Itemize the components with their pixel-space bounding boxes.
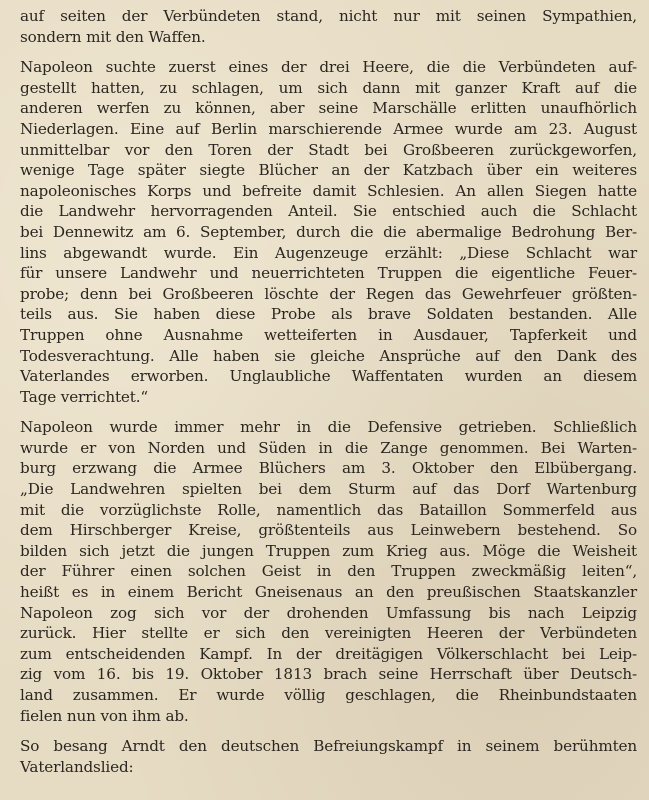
paragraph-1 [20,6,637,47]
text-line: Niederlagen. Eine auf Berlin marschierende Armee wurde am 23. August [20,119,637,138]
paragraph-3 [20,417,637,726]
paragraph-2 [20,57,637,407]
text-line: wenige Tage später siegte Blücher an der Katzbach über ein weiteres [20,161,637,180]
text-line: der Führer einen solchen Geist in den Truppen zweckmäßig leiten“, [20,562,637,581]
text-line: die Landwehr hervorragenden Anteil. Sie entschied auch die Schlacht [20,202,637,221]
text-line: zig vom 16. bis 19. Oktober 1813 brach seine Herrschaft über Deutsch- [20,665,637,684]
text-line: wurde er von Norden und Süden in die Zange genommen. Bei Warten- [20,438,637,457]
text-line: teils aus. Sie haben diese Probe als brave Soldaten bestanden. Alle [20,305,637,324]
text-line: unmittelbar vor den Toren der Stadt bei Großbeeren zurückgeworfen, [20,140,637,159]
text-line: gestellt hatten, zu schlagen, um sich dann mit ganzer Kraft auf die [20,78,637,97]
text-line: burg erzwang die Armee Blüchers am 3. Oktober den Elbübergang. [20,459,637,478]
text-line: „Die Landwehren spielten bei dem Sturm auf das Dorf Wartenburg [20,480,637,499]
text-line: Tage verrichtet.“ [20,387,149,406]
text-line: fielen nun von ihm ab. [20,706,189,725]
text-line: dem Hirschberger Kreise, größtenteils aus Leinwebern bestehend. So [20,521,637,540]
text-line: bilden sich jetzt die jungen Truppen zum Krieg aus. Möge die Weisheit [20,541,637,560]
text-line: napoleonisches Korps und befreite damit Schlesien. An allen Siegen hatte [20,181,637,200]
text-line: zum entscheidenden Kampf. In der dreitägigen Völkerschlacht bei Leip- [20,644,637,663]
text-line: Vaterlandslied: [20,757,134,776]
text-line: sondern mit den Waffen. [20,27,206,46]
text-line: zurück. Hier stellte er sich den vereinigten Heeren der Verbündeten [20,624,637,643]
paragraph-4 [20,736,637,777]
text-line: Truppen ohne Ausnahme wetteiferten in Ausdauer, Tapferkeit und [20,325,637,344]
text-line: Napoleon suchte zuerst eines der drei Heere, die die Verbündeten auf- [20,58,637,77]
text-line: So besang Arndt den deutschen Befreiungskampf in seinem berühmten [20,737,637,756]
text-line: mit die vorzüglichste Rolle, namentlich das Bataillon Sommerfeld aus [20,500,637,519]
text-line: Todesverachtung. Alle haben sie gleiche Ansprüche auf den Dank des [20,346,637,365]
text-line: land zusammen. Er wurde völlig geschlagen, die Rheinbundstaaten [20,686,637,704]
text-line: Napoleon wurde immer mehr in die Defensive getrieben. Schließlich [20,418,637,437]
text-line: anderen werfen zu können, aber seine Marschälle erlitten unaufhörlich [20,99,637,118]
text-line: bei Dennewitz am 6. September, durch die die abermalige Bedrohung Ber- [20,222,637,241]
text-line: Napoleon zog sich vor der drohenden Umfassung bis nach Leipzig [20,603,637,622]
text-line: probe; denn bei Großbeeren löschte der Regen das Gewehrfeuer größten- [20,284,637,303]
text-line: lins abgewandt wurde. Ein Augenzeuge erzählt: „Diese Schlacht war [20,243,637,262]
text-line: auf seiten der Verbündeten stand, nicht nur mit seinen Sympathien, [20,7,637,25]
text-line: heißt es in einem Bericht Gneisenaus an den preußischen Staatskanzler [20,583,637,602]
text-line: für unsere Landwehr und neuerrichteten Truppen die eigentliche Feuer- [20,264,637,283]
text-line: Vaterlandes erworben. Unglaubliche Waffentaten wurden an diesem [20,367,637,386]
